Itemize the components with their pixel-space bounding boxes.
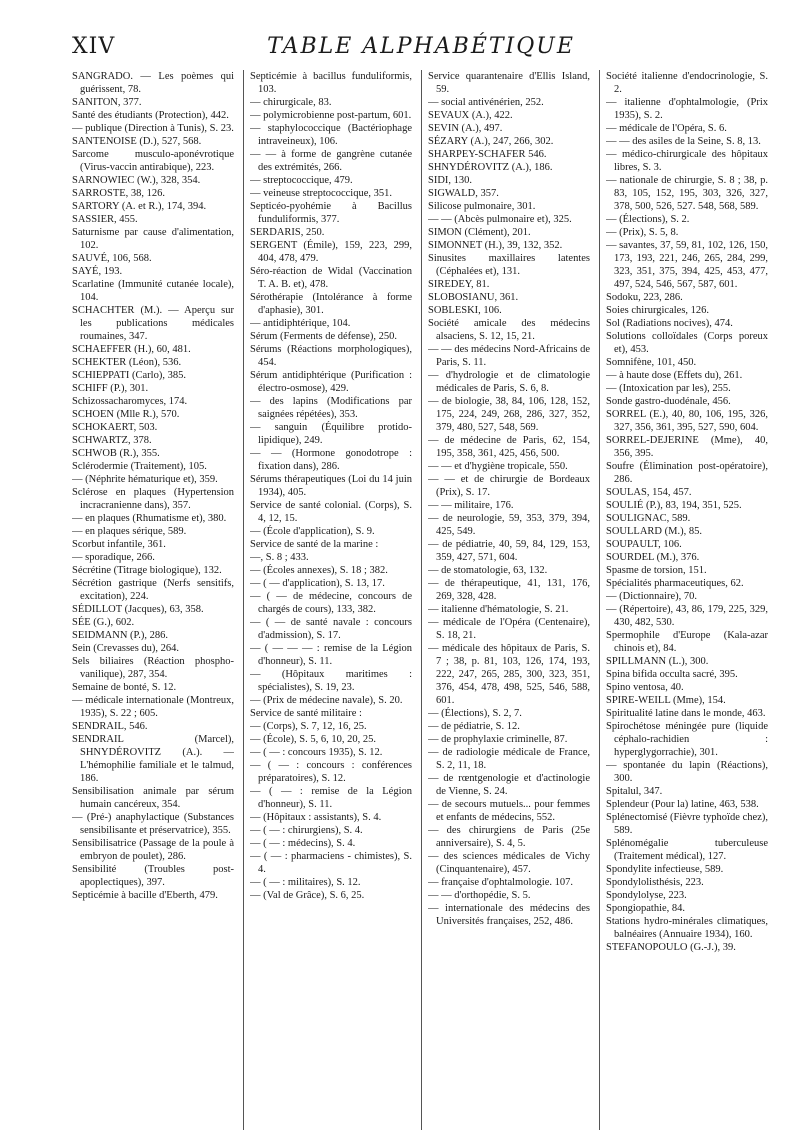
index-entry: — chirurgicale, 83. [250, 97, 332, 108]
index-entry: SHARPEY-SCHAFER 546. [428, 149, 547, 160]
index-entry: Service de santé colonial. (Corps), S. 4, 12, 15. [250, 500, 412, 524]
index-entry: Silicose pulmonaire, 301. [428, 201, 536, 212]
index-entry: SENDRAIL (Marcel), SHNYDÉROVITZ (A.). — L'hémophilie familiale et le talmud, 186. [72, 734, 234, 784]
index-entry: — ( — : médecins), S. 4. [250, 838, 356, 849]
index-entry: — de secours mutuels... pour femmes et enfants de médecins, 552. [428, 799, 590, 823]
index-entry: Scorbut infantile, 361. [72, 539, 166, 550]
index-entry: Sonde gastro-duodénale, 456. [606, 396, 731, 407]
index-entry: SOULLARD (M.), 85. [606, 526, 702, 537]
index-entry: SCHAEFFER (H.), 60, 481. [72, 344, 191, 355]
index-entry: — ( — : concours 1935), S. 12. [250, 747, 383, 758]
index-entry: Sol (Radiations nocives), 474. [606, 318, 733, 329]
index-entry: — — des médecins Nord-Africains de Paris, S. 11. [428, 344, 590, 368]
page-number: XIV [72, 34, 116, 59]
index-entry: Spécialités pharmaceutiques, 62. [606, 578, 744, 589]
index-entry: — de stomatologie, 63, 132. [428, 565, 548, 576]
index-entry: — médicale de l'Opéra (Centenaire), S. 18, 21. [428, 617, 590, 641]
index-entry: — (Dictionnaire), 70. [606, 591, 697, 602]
index-entry: SAUVÉ, 106, 568. [72, 253, 152, 264]
index-entry: SPILLMANN (L.), 300. [606, 656, 709, 667]
index-entry: — (Prix), S. 5, 8. [606, 227, 679, 238]
index-entry: — — à forme de gangrène cutanée des extrémités, 266. [250, 149, 412, 173]
index-entry: — italienne d'ophtalmologie, (Prix 1935), S. 2. [606, 97, 768, 121]
index-column-3 [428, 70, 590, 1130]
index-entry: — d'hydrologie et de climatologie médicales de Paris, S. 6, 8. [428, 370, 590, 394]
index-entry: Soufre (Élimination post-opératoire), 286. [606, 461, 768, 485]
index-entry: Splendeur (Pour la) latine, 463, 538. [606, 799, 759, 810]
index-entry: — nationale de chirurgie, S. 8 ; 38, p. 83, 105, 152, 195, 303, 326, 327, 378, 500, 526, 527. 548, 568, 589. [606, 175, 768, 212]
index-entry: SOULIGNAC, 589. [606, 513, 691, 524]
index-entry: Sérums thérapeutiques (Loi du 14 juin 1934), 405. [250, 474, 412, 498]
index-entry: — — et de chirurgie de Bordeaux (Prix), S. 17. [428, 474, 590, 498]
index-entry: — (Hôpitaux maritimes : spécialistes), S. 19, 23. [250, 669, 412, 693]
index-entry: Sensibilisation animale par sérum humain cancéreux, 354. [72, 786, 234, 810]
index-entry: SÉDILLOT (Jacques), 63, 358. [72, 604, 204, 615]
index-entry: Sinusites maxillaires latentes (Céphalées et), 131. [428, 253, 590, 277]
index-entry: SÉZARY (A.), 247, 266, 302. [428, 136, 554, 147]
index-entry: — (École d'application), S. 9. [250, 526, 375, 537]
index-entry: — médicale internationale (Montreux, 1935), S. 22 ; 605. [72, 695, 234, 719]
index-entry: Splénomégalie tuberculeuse (Traitement médical), 127. [606, 838, 768, 862]
index-entry: — (Hôpitaux : assistants), S. 4. [250, 812, 382, 823]
index-entry: — des sciences médicales de Vichy (Cinquantenaire), 457. [428, 851, 590, 875]
index-entry: — française d'ophtalmologie. 107. [428, 877, 574, 888]
index-entry: — ( — : chirurgiens), S. 4. [250, 825, 363, 836]
index-entry: — savantes, 37, 59, 81, 102, 126, 150, 173, 193, 221, 246, 265, 284, 299, 323, 351, 375, 394, 425, 453, 477, 497, 524, 546, 567, 587, 601. [606, 240, 768, 290]
index-entry: SARTORY (A. et R.), 174, 394. [72, 201, 207, 212]
index-entry: SLOBOSIANU, 361. [428, 292, 519, 303]
index-entry: — (École), S. 5, 6, 10, 20, 25. [250, 734, 376, 745]
index-entry: — en plaques sérique, 589. [72, 526, 187, 537]
index-entry: — de prophylaxie criminelle, 87. [428, 734, 568, 745]
index-entry: SPIRE-WEILL (Mme), 154. [606, 695, 726, 706]
index-entry: SARROSTE, 38, 126. [72, 188, 166, 199]
index-entry: — (Pré-) anaphylactique (Substances sensibilisante et préservatrice), 355. [72, 812, 234, 836]
index-entry: — veineuse streptococcique, 351. [250, 188, 392, 199]
index-entry: Spina bifida occulta sacré, 395. [606, 669, 738, 680]
index-columns [72, 70, 767, 1130]
index-entry: — (Prix de médecine navale), S. 20. [250, 695, 403, 706]
index-entry: — de biologie, 38, 84, 106, 128, 152, 175, 224, 249, 268, 286, 327, 352, 379, 480, 527, 548, 569. [428, 396, 590, 433]
index-column-1 [72, 70, 234, 1130]
index-entry: Spitalul, 347. [606, 786, 663, 797]
index-entry: SASSIER, 455. [72, 214, 138, 225]
index-entry: — internationale des médecins des Universités françaises, 252, 486. [428, 903, 590, 927]
index-entry: — médicale de l'Opéra, S. 6. [606, 123, 727, 134]
index-entry: — en plaques (Rhumatisme et), 380. [72, 513, 227, 524]
index-entry: SEVAUX (A.), 422. [428, 110, 513, 121]
index-entry: — social antivénérien, 252. [428, 97, 544, 108]
index-entry: Sarcome musculo-aponévrotique (Virus-vaccin antirabique), 223. [72, 149, 234, 173]
page-header [72, 30, 770, 70]
index-entry: — (Néphrite hématurique et), 359. [72, 474, 218, 485]
index-entry: SCHIFF (P.), 301. [72, 383, 149, 394]
index-entry: — — d'orthopédie, S. 5. [428, 890, 531, 901]
index-entry: — à haute dose (Effets du), 261. [606, 370, 743, 381]
index-entry: — (Intoxication par les), 255. [606, 383, 731, 394]
index-entry: Septicémie à bacille d'Eberth, 479. [72, 890, 218, 901]
index-entry: Sclérose en plaques (Hypertension incracranienne dans), 357. [72, 487, 234, 511]
index-entry: — — et d'hygiène tropicale, 550. [428, 461, 568, 472]
index-entry: — — (Abcès pulmonaire et), 325. [428, 214, 572, 225]
index-entry: SARNOWIEC (W.), 328, 354. [72, 175, 201, 186]
index-entry: — polymicrobienne post-partum, 601. [250, 110, 412, 121]
index-entry: SHNYDÉROVITZ (A.), 186. [428, 162, 553, 173]
index-entry: Spondylite infectieuse, 589. [606, 864, 724, 875]
index-entry: Sérothérapie (Intolérance à forme d'aphasie), 301. [250, 292, 412, 316]
index-entry: SANITON, 377. [72, 97, 142, 108]
index-entry: Service de santé de la marine : [250, 539, 379, 550]
index-entry: — médico-chirurgicale des hôpitaux libres, S. 3. [606, 149, 768, 173]
index-entry: — de thérapeutique, 41, 131, 176, 269, 328, 428. [428, 578, 590, 602]
index-entry: SÉE (G.), 602. [72, 617, 135, 628]
index-entry: SANTENOISE (D.), 527, 568. [72, 136, 202, 147]
index-entry: SENDRAIL, 546. [72, 721, 148, 732]
index-entry: SORREL (E.), 40, 80, 106, 195, 326, 327, 356, 361, 395, 527, 590, 604. [606, 409, 768, 433]
index-entry: SOULIÉ (P.), 83, 194, 351, 525. [606, 500, 742, 511]
index-entry: Séro-réaction de Widal (Vaccination T. A. B. et), 478. [250, 266, 412, 290]
index-entry: STEFANOPOULO (G.-J.), 39. [606, 942, 736, 953]
index-entry: Sels biliaires (Réaction phospho-vanilique), 287, 354. [72, 656, 234, 680]
index-entry: Sensibilisatrice (Passage de la poule à embryon de poulet), 286. [72, 838, 234, 862]
index-entry: SERGENT (Émile), 159, 223, 299, 404, 478, 479. [250, 240, 412, 264]
index-entry: Sodoku, 223, 286. [606, 292, 683, 303]
index-entry: — antidiphtérique, 104. [250, 318, 351, 329]
index-entry: Septicéo-pyohémie à Bacillus funduliformis, 377. [250, 201, 412, 225]
index-entry: — staphylococcique (Bactériophage intraveineux), 106. [250, 123, 412, 147]
index-entry: — — militaire, 176. [428, 500, 514, 511]
index-entry: SEIDMANN (P.), 286. [72, 630, 168, 641]
index-entry: — publique (Direction à Tunis), S. 23. [72, 123, 234, 134]
index-entry: — streptococcique, 479. [250, 175, 353, 186]
index-entry: Saturnisme par cause d'alimentation, 102. [72, 227, 234, 251]
index-entry: — des lapins (Modifications par saignées répétées), 353. [250, 396, 412, 420]
index-entry: Spondylolyse, 223. [606, 890, 687, 901]
index-entry: Sensibilité (Troubles post-apoplectiques), 397. [72, 864, 234, 888]
index-entry: SCHEKTER (Léon), 536. [72, 357, 182, 368]
index-entry: Stations hydro-minérales climatiques, balnéaires (Annuaire 1934), 160. [606, 916, 768, 940]
index-entry: — sporadique, 266. [72, 552, 155, 563]
index-entry: — — (Hormone gonodotrope : fixation dans), 286. [250, 448, 412, 472]
index-entry: — de médecine de Paris, 62, 154, 195, 358, 361, 425, 456, 500. [428, 435, 590, 459]
index-entry: Sécrétion gastrique (Nerfs sensitifs, excitation), 224. [72, 578, 234, 602]
index-entry: SCHWARTZ, 378. [72, 435, 152, 446]
index-entry: — de pédiatrie, 40, 59, 84, 129, 153, 359, 427, 571, 604. [428, 539, 590, 563]
index-entry: Service de santé militaire : [250, 708, 362, 719]
index-entry: SCHACHTER (M.). — Aperçu sur les publications médicales roumaines, 347. [72, 305, 234, 342]
index-entry: Solutions colloïdales (Corps poreux et), 453. [606, 331, 768, 355]
index-column-4 [606, 70, 768, 1130]
index-entry: SOUPAULT, 106. [606, 539, 682, 550]
index-entry: — ( — : concours : conférences préparatoires), S. 12. [250, 760, 412, 784]
index-column-2 [250, 70, 412, 1130]
index-entry: SOBLESKI, 106. [428, 305, 502, 316]
index-entry: Sérums (Réactions morphologiques), 454. [250, 344, 412, 368]
index-entry: Spondylolisthésis, 223. [606, 877, 704, 888]
index-entry: — médicale des hôpitaux de Paris, S. 7 ; 38, p. 81, 103, 126, 174, 193, 222, 247, 265, 285, 300, 323, 351, 376, 454, 478, 498, 525, 546, 588, 601. [428, 643, 590, 706]
index-entry: — italienne d'hématologie, S. 21. [428, 604, 569, 615]
index-entry: Spiritualité latine dans le monde, 463. [606, 708, 766, 719]
index-entry: — de pédiatrie, S. 12. [428, 721, 520, 732]
index-entry: SERDARIS, 250. [250, 227, 325, 238]
running-title: TABLE ALPHABÉTIQUE [267, 34, 575, 59]
index-entry: Spasme de torsion, 151. [606, 565, 707, 576]
index-entry: — (Val de Grâce), S. 6, 25. [250, 890, 365, 901]
index-entry: SIMON (Clément), 201. [428, 227, 531, 238]
index-entry: SCHIEPPATI (Carlo), 385. [72, 370, 186, 381]
index-entry: —, S. 8 ; 433. [250, 552, 309, 563]
index-entry: — ( — : remise de la Légion d'honneur), S. 11. [250, 786, 412, 810]
index-entry: SIREDEY, 81. [428, 279, 490, 290]
index-entry: — (Élections), S. 2, 7. [428, 708, 522, 719]
index-entry: — des chirurgiens de Paris (25e anniversaire), S. 4, 5. [428, 825, 590, 849]
index-entry: Spermophile d'Europe (Kala-azar chinois et), 84. [606, 630, 768, 654]
index-entry: Septicémie à bacillus funduliformis, 103. [250, 71, 412, 95]
index-entry: — de rœntgenologie et d'actinologie de Vienne, S. 24. [428, 773, 590, 797]
index-entry: Spino ventosa, 40. [606, 682, 684, 693]
index-entry: SOULAS, 154, 457. [606, 487, 692, 498]
index-entry: Schizossacharomyces, 174. [72, 396, 188, 407]
index-entry: — — des asiles de la Seine, S. 8, 13. [606, 136, 761, 147]
index-entry: Service quarantenaire d'Ellis Island, 59. [428, 71, 590, 95]
index-entry: Société amicale des médecins alsaciens, S. 12, 15, 21. [428, 318, 590, 342]
index-entry: SOURDEL (M.), 376. [606, 552, 700, 563]
index-entry: Spongiopathie, 84. [606, 903, 686, 914]
index-entry: Société italienne d'endocrinologie, S. 2. [606, 71, 768, 95]
index-entry: SCHOEN (Mlle R.), 570. [72, 409, 180, 420]
index-entry: Sérum (Ferments de défense), 250. [250, 331, 397, 342]
index-entry: — (Écoles annexes), S. 18 ; 382. [250, 565, 388, 576]
index-entry: SORREL-DEJERINE (Mme), 40, 356, 395. [606, 435, 768, 459]
index-entry: Sein (Crevasses du), 264. [72, 643, 180, 654]
index-entry: Santé des étudiants (Protection), 442. [72, 110, 229, 121]
index-entry: — (Répertoire), 43, 86, 179, 225, 329, 430, 482, 530. [606, 604, 768, 628]
index-entry: SCHWOB (R.), 355. [72, 448, 160, 459]
index-entry: SCHOKAERT, 503. [72, 422, 158, 433]
index-entry: — ( — d'application), S. 13, 17. [250, 578, 385, 589]
index-entry: SIMONNET (H.), 39, 132, 352. [428, 240, 563, 251]
index-entry: Soies chirurgicales, 126. [606, 305, 710, 316]
index-entry: Sclérodermie (Traitement), 105. [72, 461, 207, 472]
index-entry: — ( — : militaires), S. 12. [250, 877, 361, 888]
index-entry: Somnifène, 101, 450. [606, 357, 697, 368]
index-entry: Sérum antidiphtérique (Purification : électro-osmose), 429. [250, 370, 412, 394]
index-entry: — ( — de médecine, concours de chargés de cours), 133, 382. [250, 591, 412, 615]
index-entry: Spirochétose méningée pure (liquide céphalo-rachidien : hyperglygorrachie), 301. [606, 721, 768, 758]
index-entry: SIGWALD, 357. [428, 188, 499, 199]
index-entry: Semaine de bonté, S. 12. [72, 682, 177, 693]
index-entry: — ( — — — : remise de la Légion d'honneur), S. 11. [250, 643, 412, 667]
index-entry: SANGRADO. — Les poèmes qui guérissent, 78. [72, 71, 234, 95]
index-entry: Splénectomisé (Fièvre typhoïde chez), 589. [606, 812, 768, 836]
index-entry: SAYÉ, 193. [72, 266, 123, 277]
index-entry: — spontanée du lapin (Réactions), 300. [606, 760, 768, 784]
index-entry: — (Élections), S. 2. [606, 214, 690, 225]
index-entry: — de neurologie, 59, 353, 379, 394, 425, 549. [428, 513, 590, 537]
index-entry: — (Corps), S. 7, 12, 16, 25. [250, 721, 367, 732]
index-entry: SEVIN (A.), 497. [428, 123, 503, 134]
index-entry: — de radiologie médicale de France, S. 2, 11, 18. [428, 747, 590, 771]
index-entry: — ( — de santé navale : concours d'admission), S. 17. [250, 617, 412, 641]
index-entry: Sécrétine (Titrage biologique), 132. [72, 565, 222, 576]
index-entry: — sanguin (Équilibre protido-lipidique), 249. [250, 422, 412, 446]
index-entry: — ( — : pharmaciens - chimistes), S. 4. [250, 851, 412, 875]
index-entry: Scarlatine (Immunité cutanée locale), 104. [72, 279, 234, 303]
index-entry: SIDI, 130. [428, 175, 473, 186]
